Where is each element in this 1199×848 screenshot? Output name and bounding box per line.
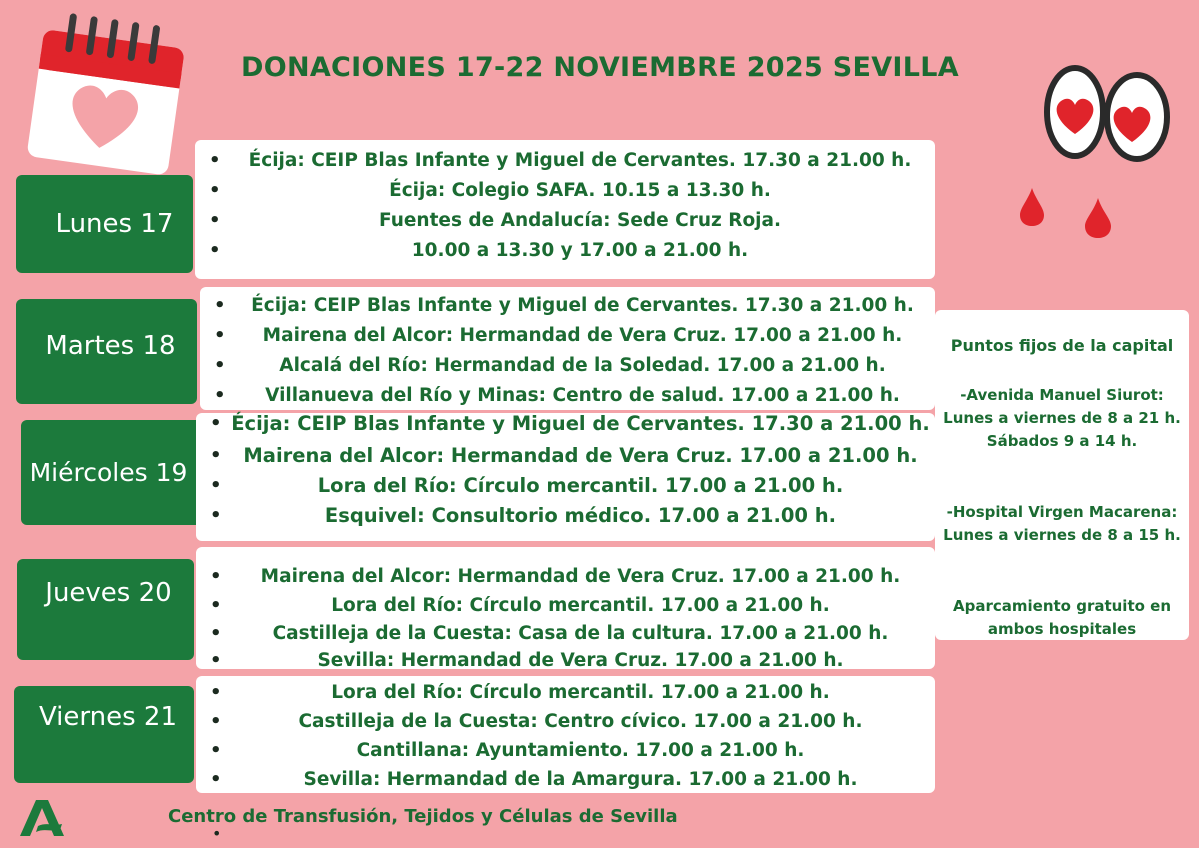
schedule-card-martes (200, 287, 935, 410)
schedule-card-miercoles (196, 413, 935, 541)
fixed-points-heading: Puntos fijos de la capital (950, 336, 1174, 355)
day-label-lunes (16, 175, 193, 273)
list-item: • Lora del Río: Círculo mercantil. 17.00 a 21.00 h. (196, 471, 935, 501)
day-label-martes (16, 299, 197, 404)
footer-text: Centro de Transfusión, Tejidos y Células de Sevilla (168, 806, 678, 827)
bullet-dot: • (212, 824, 222, 843)
list-item: • Lora del Río: Círculo mercantil. 17.00 a 21.00 h. (196, 591, 935, 620)
list-item: • Lora del Río: Círculo mercantil. 17.00 a 21.00 h. (196, 678, 935, 707)
parking-line1: Aparcamiento gratuito en (953, 597, 1171, 615)
list-item: • Castilleja de la Cuesta: Centro cívico. 17.00 a 21.00 h. (196, 707, 935, 736)
list-item: • Cantillana: Ayuntamiento. 17.00 a 21.00 h. (196, 736, 935, 765)
andalucia-logo-icon (16, 796, 68, 840)
list-item: • Mairena del Alcor: Hermandad de Vera Cruz. 17.00 a 21.00 h. (196, 563, 935, 591)
list-item: • Écija: CEIP Blas Infante y Miguel de Cervantes. 17.30 a 21.00 h. (196, 413, 935, 441)
list-item: • Écija: Colegio SAFA. 10.15 a 13.30 h. (195, 176, 935, 206)
siurot-weekdays: Lunes a viernes de 8 a 21 h. (943, 409, 1181, 427)
day-label-text: Martes 18 (45, 330, 176, 361)
siurot-name: -Avenida Manuel Siurot: (960, 386, 1164, 404)
list-item: • Alcalá del Río: Hermandad de la Soledad. 17.00 a 21.00 h. (200, 351, 935, 381)
blood-drop-icon (1018, 186, 1046, 228)
day-label-text: Jueves 20 (45, 577, 172, 608)
day-label-viernes (14, 686, 194, 783)
siurot-saturday: Sábados 9 a 14 h. (986, 432, 1138, 450)
list-item: • Sevilla: Hermandad de Vera Cruz. 17.00 a 21.00 h. (196, 648, 935, 668)
schedule-card-lunes (195, 140, 935, 279)
day-label-text: Viernes 21 (38, 701, 178, 732)
day-label-miercoles (21, 420, 202, 525)
list-item: • 10.00 a 13.30 y 17.00 a 21.00 h. (195, 236, 935, 266)
day-label-text: Miércoles 19 (29, 458, 188, 487)
schedule-card-viernes (196, 676, 935, 793)
schedule-card-jueves (196, 547, 935, 669)
list-item: • Mairena del Alcor: Hermandad de Vera Cruz. 17.00 a 21.00 h. (200, 321, 935, 351)
list-item: • Sevilla: Hermandad de la Amargura. 17.00 a 21.00 h. (196, 765, 935, 794)
fixed-points-panel (935, 310, 1189, 640)
blood-drop-icon (1083, 196, 1113, 240)
parking-line2: ambos hospitales (987, 620, 1137, 638)
list-item: • Castilleja de la Cuesta: Casa de la cultura. 17.00 a 21.00 h. (196, 620, 935, 648)
list-item: • Mairena del Alcor: Hermandad de Vera Cruz. 17.00 a 21.00 h. (196, 441, 935, 471)
page-title: DONACIONES 17-22 NOVIEMBRE 2025 SEVILLA (241, 52, 959, 83)
list-item: • Écija: CEIP Blas Infante y Miguel de Cervantes. 17.30 a 21.00 h. (200, 291, 935, 321)
day-label-jueves (17, 559, 194, 660)
heart-eyes-icon (1040, 62, 1175, 172)
calendar-heart-icon (18, 8, 190, 178)
list-item: • Esquivel: Consultorio médico. 17.00 a 21.00 h. (196, 501, 935, 531)
list-item: • Fuentes de Andalucía: Sede Cruz Roja. (195, 206, 935, 236)
list-item: • Villanueva del Río y Minas: Centro de salud. 17.00 a 21.00 h. (200, 381, 935, 411)
day-label-text: Lunes 17 (55, 209, 174, 239)
list-item: • Écija: CEIP Blas Infante y Miguel de Cervantes. 17.30 a 21.00 h. (195, 146, 935, 176)
macarena-name: -Hospital Virgen Macarena: (946, 503, 1178, 521)
macarena-weekdays: Lunes a viernes de 8 a 15 h. (943, 526, 1181, 544)
